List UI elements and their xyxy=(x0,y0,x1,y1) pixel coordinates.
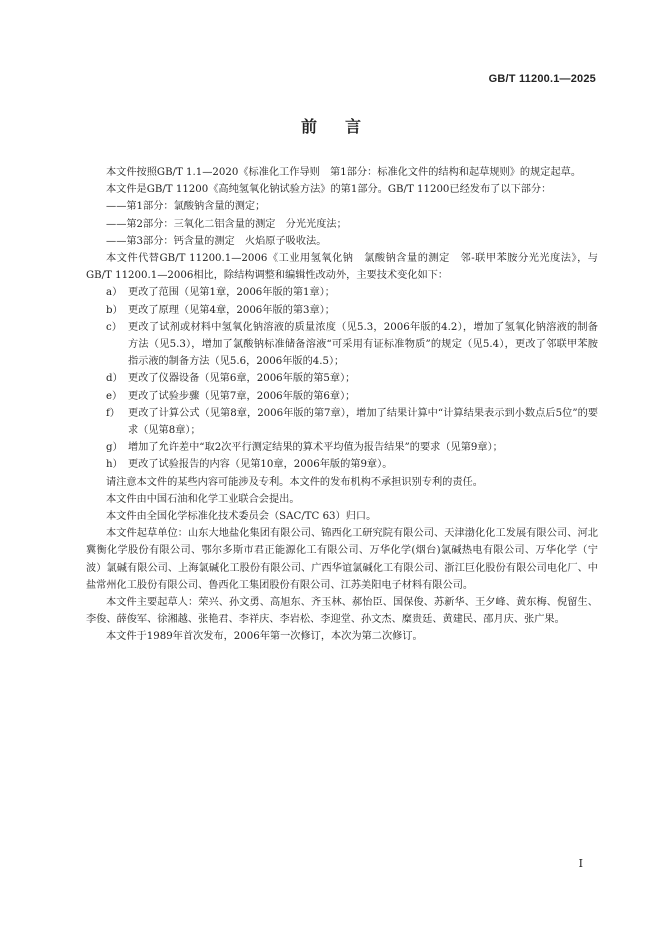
page-title xyxy=(0,114,662,137)
paragraph-patent-notice: 请注意本文件的某些内容可能涉及专利。本文件的发布机构不承担识别专利的责任。 xyxy=(106,476,483,488)
title-char-1: 前 xyxy=(300,117,317,136)
change-label: e） xyxy=(106,390,123,402)
change-item xyxy=(106,302,598,319)
change-text: 更改了试验步骤（见第7章，2006年版的第6章）； xyxy=(128,390,356,402)
paragraph-drafters: 本文件主要起草人：荣兴、孙文勇、高旭东、齐玉林、郝怡臣、国保俊、苏新华、王夕峰、黄东梅、倪留生、李俊、薛俊军、徐湘越、张艳君、李祥庆、李岩松、李迎堂、孙文杰、糜贵廷、黄建民、邵月庆、张广果。 xyxy=(86,597,598,626)
change-item xyxy=(106,319,598,371)
paragraph-series-intro: 本文件是GB/T 11200《高纯氢氧化钠试验方法》的第1部分。GB/T 11200已经发布了以下部分： xyxy=(106,184,552,196)
change-text: 更改了原理（见第4章，2006年版的第3章）； xyxy=(128,304,335,316)
paragraph-proposer: 本文件由中国石油和化学工业联合会提出。 xyxy=(106,493,300,505)
change-text: 更改了仪器设备（见第6章，2006年版的第5章）； xyxy=(128,373,356,385)
change-label: h） xyxy=(106,459,123,471)
paragraph-replacement: 本文件代替GB/T 11200.1—2006《工业用氢氧化钠 氯酸钠含量的测定 邻-联甲苯胺分光光度法》，与GB/T 11200.1—2006相比，除结构调整和编辑性改动外，主要技术变化如下： xyxy=(86,253,598,282)
change-label: d） xyxy=(106,373,123,385)
change-label: c） xyxy=(106,321,122,333)
part-list-item: ——第2部分：三氧化二铝含量的测定 分光光度法； xyxy=(106,218,347,230)
part-list-item: ——第1部分：氯酸钠含量的测定； xyxy=(106,201,266,213)
change-item xyxy=(106,439,598,456)
change-text: 更改了试剂或材料中氢氧化钠溶液的质量浓度（见5.3，2006年版的4.2），增加了氢氧化钠溶液的制备方法（见5.3），增加了氯酸钠标准储备溶液“可采用有证标准物质”的规定（见5.4），更改了邻联甲苯胺指示液的制备方法（见5.6，2006年版的4.5）； xyxy=(128,321,598,368)
change-item xyxy=(106,388,598,405)
title-char-2: 言 xyxy=(345,117,362,136)
foreword-body xyxy=(86,164,598,646)
change-label: b） xyxy=(106,304,123,316)
change-item xyxy=(106,456,598,473)
change-text: 更改了试验报告的内容（见第10章，2006年版的第9章）。 xyxy=(128,459,393,471)
change-text: 更改了范围（见第1章，2006年版的第1章）； xyxy=(128,287,335,299)
standard-code: GB/T 11200.1—2025 xyxy=(488,73,596,85)
paragraph-drafting-rules: 本文件按照GB/T 1.1—2020《标准化工作导则 第1部分：标准化文件的结构和起草规则》的规定起草。 xyxy=(106,167,582,178)
paragraph-committee: 本文件由全国化学标准化技术委员会（SAC/TC 63）归口。 xyxy=(106,511,377,523)
change-label: a） xyxy=(106,287,123,299)
change-label: f） xyxy=(106,407,120,419)
page-number: I xyxy=(578,857,583,870)
change-item xyxy=(106,284,598,301)
paragraph-history: 本文件于1989年首次发布，2006年第一次修订，本次为第二次修订。 xyxy=(106,631,423,643)
change-item xyxy=(106,405,598,439)
part-list-item: ——第3部分：钙含量的测定 火焰原子吸收法。 xyxy=(106,235,327,247)
change-text: 增加了允许差中“取2次平行测定结果的算术平均值为报告结果”的要求（见第9章）； xyxy=(128,442,503,454)
change-text: 更改了计算公式（见第8章，2006年版的第7章），增加了结果计算中“计算结果表示到小数点后5位”的要求（见第8章）； xyxy=(128,407,598,437)
change-label: g） xyxy=(106,442,123,454)
paragraph-drafting-units: 本文件起草单位：山东大地盐化集团有限公司、锦西化工研究院有限公司、天津渤化化工发展有限公司、河北冀衡化学股份有限公司、鄂尔多斯市君正能源化工有限公司、万华化学(烟台)氯碱热电有限公司、万华化学（宁波）氯碱有限公司、上海氯碱化工股份有限公司、广西华谊氯碱化工有限公司、浙江巨化股份有限公司电化厂、中盐常州化工股份有限公司、鲁西化工集团股份有限公司、江苏美阳电子材料有限公司。 xyxy=(86,528,598,591)
change-item xyxy=(106,370,598,387)
